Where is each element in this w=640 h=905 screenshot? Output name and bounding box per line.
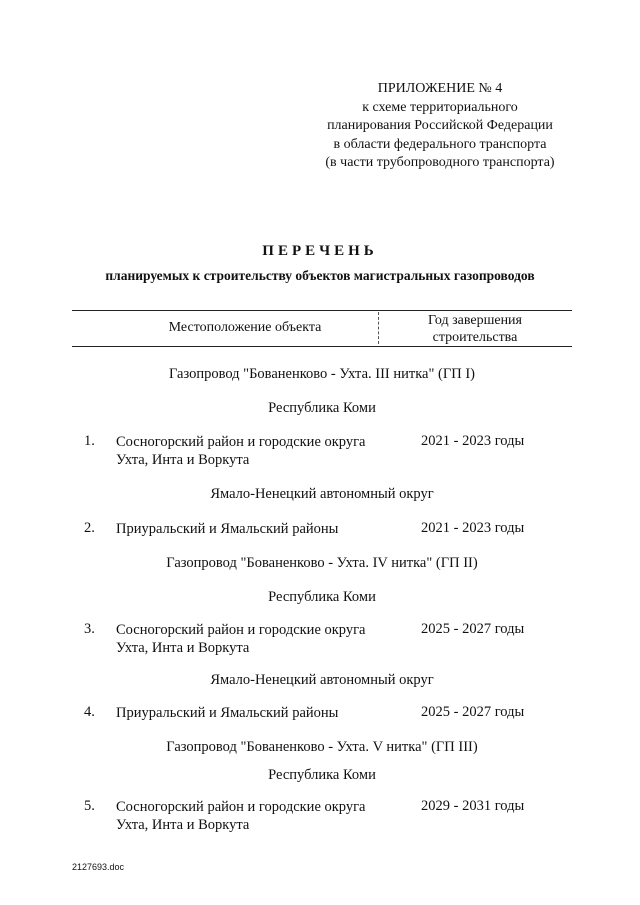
- row-location-line: Сосногорский район и городские округа: [116, 799, 366, 815]
- row-number: 1.: [84, 433, 95, 449]
- table-header-bottom-rule: [72, 346, 572, 347]
- row-location-line: Сосногорский район и городские округа: [116, 434, 366, 450]
- row-location: [116, 621, 366, 657]
- row-location: [116, 798, 366, 834]
- table-header-location: Местоположение объекта: [168, 320, 322, 335]
- row-location-line: Ухта, Инта и Воркута: [116, 817, 250, 833]
- row-number: 3.: [84, 621, 95, 637]
- row-number: 4.: [84, 704, 95, 720]
- row-location: Приуральский и Ямальский районы: [116, 705, 339, 721]
- region-heading: Ямало-Ненецкий автономный округ: [210, 672, 434, 688]
- row-years: 2029 - 2031 годы: [421, 798, 525, 814]
- appendix-line: в области федерального транспорта: [333, 136, 547, 152]
- appendix-line: к схеме территориального: [362, 99, 518, 115]
- table-header-column-separator: [378, 312, 379, 344]
- row-location-line: Ухта, Инта и Воркута: [116, 640, 250, 656]
- region-heading: Ямало-Ненецкий автономный округ: [210, 486, 434, 502]
- row-location: [116, 433, 366, 469]
- row-years: 2025 - 2027 годы: [421, 704, 525, 720]
- row-location-line: Ухта, Инта и Воркута: [116, 452, 250, 468]
- row-location: Приуральский и Ямальский районы: [116, 521, 339, 537]
- appendix-line: (в части трубопроводного транспорта): [325, 155, 555, 170]
- row-years: 2021 - 2023 годы: [421, 520, 525, 536]
- region-heading: Республика Коми: [268, 767, 376, 783]
- pipeline-heading: Газопровод "Бованенково - Ухта. III нитка" (ГП I): [168, 366, 475, 382]
- file-name-footer: 2127693.doc: [72, 862, 125, 872]
- pipeline-heading: Газопровод "Бованенково - Ухта. IV нитка" (ГП II): [166, 555, 478, 571]
- pipeline-heading: Газопровод "Бованенково - Ухта. V нитка" (ГП III): [166, 739, 478, 755]
- table-header-year-line: Год завершения: [428, 313, 522, 328]
- appendix-number: ПРИЛОЖЕНИЕ № 4: [377, 81, 503, 96]
- row-years: 2025 - 2027 годы: [421, 621, 525, 637]
- appendix-block: [300, 80, 580, 173]
- row-number: 5.: [84, 798, 95, 814]
- appendix-line: планирования Российской Федерации: [327, 118, 553, 133]
- table-header-year-line: строительства: [432, 330, 518, 345]
- row-number: 2.: [84, 520, 95, 536]
- row-location-line: Сосногорский район и городские округа: [116, 622, 366, 638]
- row-years: 2021 - 2023 годы: [421, 433, 525, 449]
- table-header-top-rule: [72, 310, 572, 311]
- region-heading: Республика Коми: [268, 589, 376, 605]
- table-header-year: [385, 312, 565, 346]
- region-heading: Республика Коми: [268, 400, 376, 416]
- document-subtitle: планируемых к строительству объектов магистральных газопроводов: [105, 268, 535, 283]
- document-title: ПЕРЕЧЕНЬ: [262, 243, 378, 259]
